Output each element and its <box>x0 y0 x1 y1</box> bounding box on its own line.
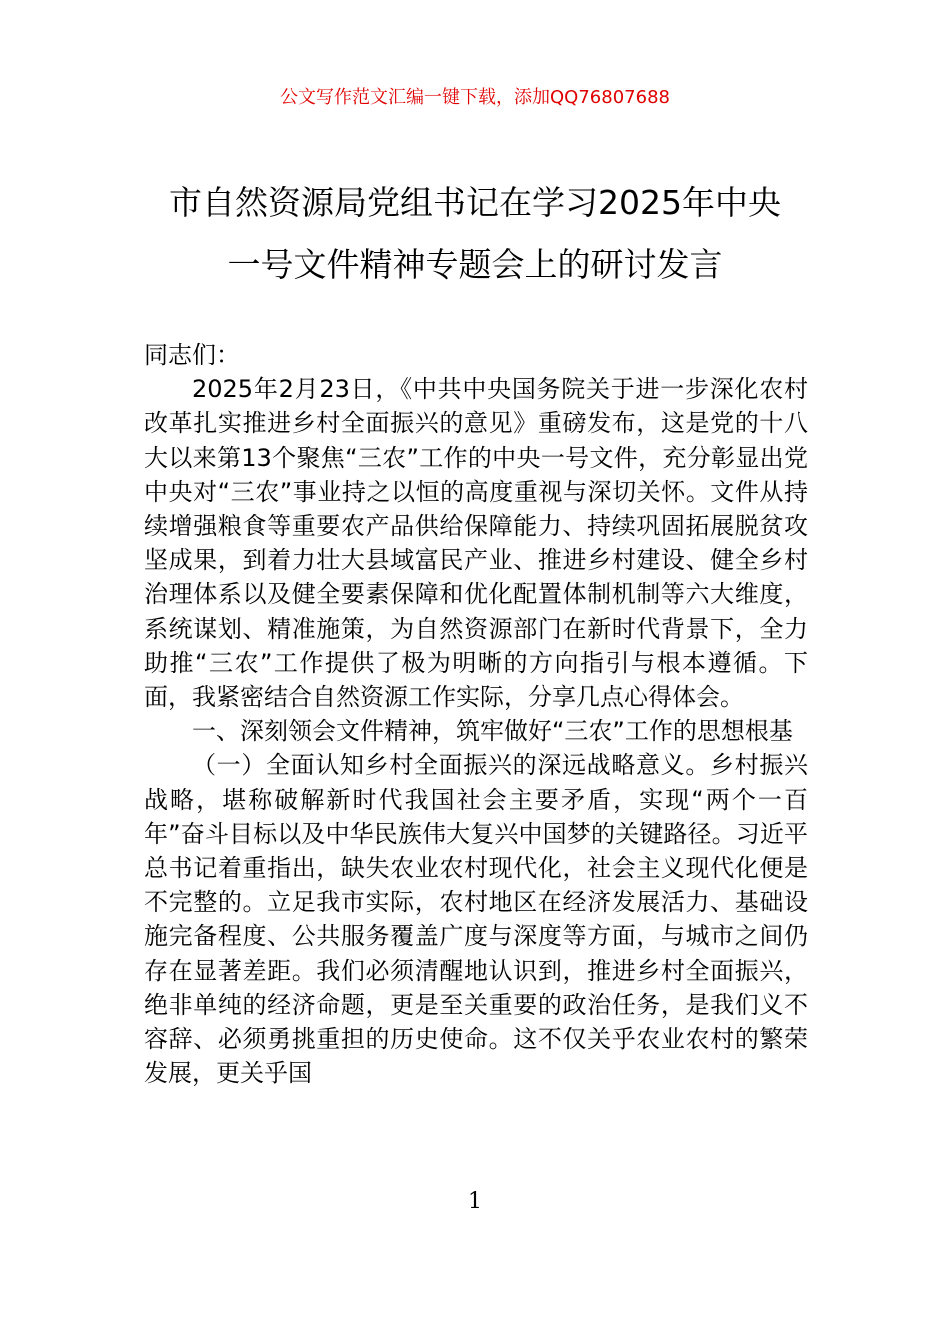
page-number: 1 <box>468 1189 482 1214</box>
section-heading-1: 一、深刻领会文件精神，筑牢做好“三农”工作的思想根基 <box>192 717 793 746</box>
document-body <box>144 338 808 1090</box>
salutation: 同志们： <box>144 341 240 369</box>
subsection-paragraph-1: （一）全面认知乡村全面振兴的深远战略意义。乡村振兴战略，堪称破解新时代我国社会主要矛盾，实现“两个一百年”奋斗目标以及中华民族伟大复兴中国梦的关键路径。习近平总书记着重指出，缺失农业农村现代化，社会主义现代化便是不完整的。立足我市实际，农村地区在经济发展活力、基础设施完备程度、公共服务覆盖广度与深度等方面，与城市之间仍存在显著差距。我们必须清醒地认识到，推进乡村全面振兴，绝非单纯的经济命题，更是至关重要的政治任务，是我们义不容辞、必须勇挑重担的历史使命。这不仅关乎农业农村的繁荣发展，更关乎国 <box>144 751 808 1088</box>
header-note: 公文写作范文汇编一键下载，添加QQ76807688 <box>280 87 670 108</box>
document-title <box>100 172 850 296</box>
title-line-1: 市自然资源局党组书记在学习2025年中央 <box>169 183 781 222</box>
title-line-2: 一号文件精神专题会上的研讨发言 <box>227 245 723 284</box>
paragraph-intro: 2025年2月23日，《中共中央国务院关于进一步深化农村改革扎实推进乡村全面振兴的意见》重磅发布，这是党的十八大以来第13个聚焦“三农”工作的中央一号文件，充分彰显出党中央对“三农”事业持之以恒的高度重视与深切关怀。文件从持续增强粮食等重要农产品供给保障能力、持续巩固拓展脱贫攻坚成果，到着力壮大县域富民产业、推进乡村建设、健全乡村治理体系以及健全要素保障和优化配置体制机制等六大维度，系统谋划、精准施策，为自然资源部门在新时代背景下，全力助推“三农”工作提供了极为明晰的方向指引与根本遵循。下面，我紧密结合自然资源工作实际，分享几点心得体会。 <box>144 375 808 712</box>
